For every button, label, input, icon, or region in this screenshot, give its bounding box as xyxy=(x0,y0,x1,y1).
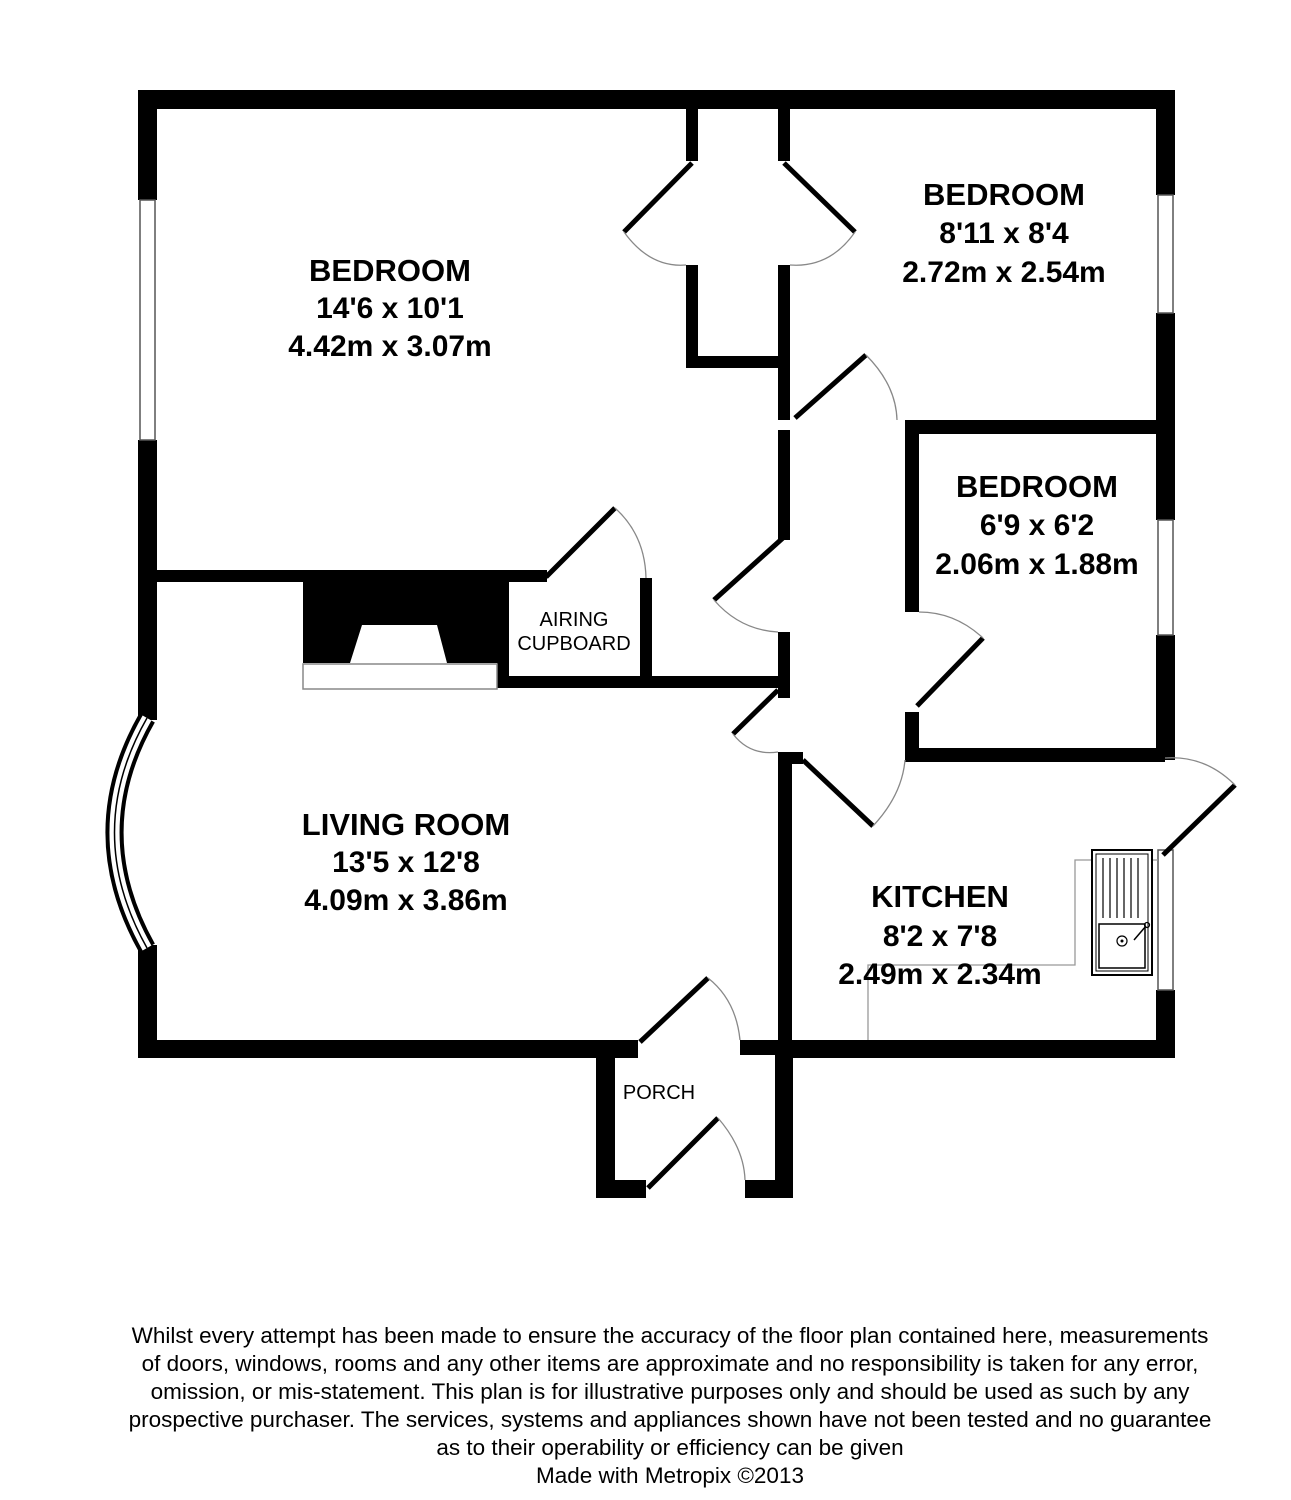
airing-cupboard-line1: AIRING xyxy=(539,609,609,631)
disclaimer-line: as to their operability or efficiency can be given xyxy=(436,1435,904,1460)
bedroom2-imperial: 8'11 x 8'4 xyxy=(939,217,1069,250)
disclaimer-line: Whilst every attempt has been made to ensure the accuracy of the floor plan contained here, measurements xyxy=(131,1323,1209,1348)
disclaimer-line: omission, or mis-statement. This plan is for illustrative purposes only and should be used as such by any xyxy=(150,1379,1190,1404)
bedroom3-metric: 2.06m x 1.88m xyxy=(935,548,1139,581)
bedroom1-imperial: 14'6 x 10'1 xyxy=(316,292,464,325)
living-room-metric: 4.09m x 3.86m xyxy=(304,884,508,917)
bedroom1-metric: 4.42m x 3.07m xyxy=(288,330,492,363)
kitchen-label xyxy=(838,879,1041,991)
window-bedroom1 xyxy=(140,200,155,440)
window-bedroom2 xyxy=(1158,195,1173,313)
metropix-credit: Made with Metropix ©2013 xyxy=(536,1463,804,1488)
window-bedroom3 xyxy=(1158,520,1173,635)
bedroom3-imperial: 6'9 x 6'2 xyxy=(979,509,1095,542)
windows xyxy=(140,195,1173,990)
bedroom3-name: BEDROOM xyxy=(956,469,1118,504)
living-room-name: LIVING ROOM xyxy=(301,807,511,842)
window-kitchen xyxy=(1158,850,1173,990)
kitchen-imperial: 8'2 x 7'8 xyxy=(882,920,998,953)
kitchen-name: KITCHEN xyxy=(871,879,1009,914)
bedroom1-label xyxy=(288,253,491,363)
disclaimer-line: prospective purchaser. The services, systems and appliances shown have not been tested and no guarantee xyxy=(128,1407,1212,1432)
chimney-breast xyxy=(303,582,497,689)
airing-cupboard-label xyxy=(517,609,630,655)
disclaimer xyxy=(60,1322,1280,1490)
bedroom2-label xyxy=(902,177,1105,289)
bedroom2-metric: 2.72m x 2.54m xyxy=(902,256,1106,289)
bedroom3-label xyxy=(935,469,1138,581)
disclaimer-line: of doors, windows, rooms and any other items are approximate and no responsibility is taken for any error, xyxy=(141,1351,1199,1376)
bedroom1-name: BEDROOM xyxy=(309,253,471,288)
porch-label: PORCH xyxy=(622,1082,696,1104)
living-room-imperial: 13'5 x 12'8 xyxy=(332,846,480,879)
bay-window xyxy=(115,718,148,948)
bedroom2-name: BEDROOM xyxy=(923,177,1085,212)
airing-cupboard-line2: CUPBOARD xyxy=(517,633,631,655)
kitchen-metric: 2.49m x 2.34m xyxy=(838,958,1042,991)
living-room-label xyxy=(302,807,510,917)
